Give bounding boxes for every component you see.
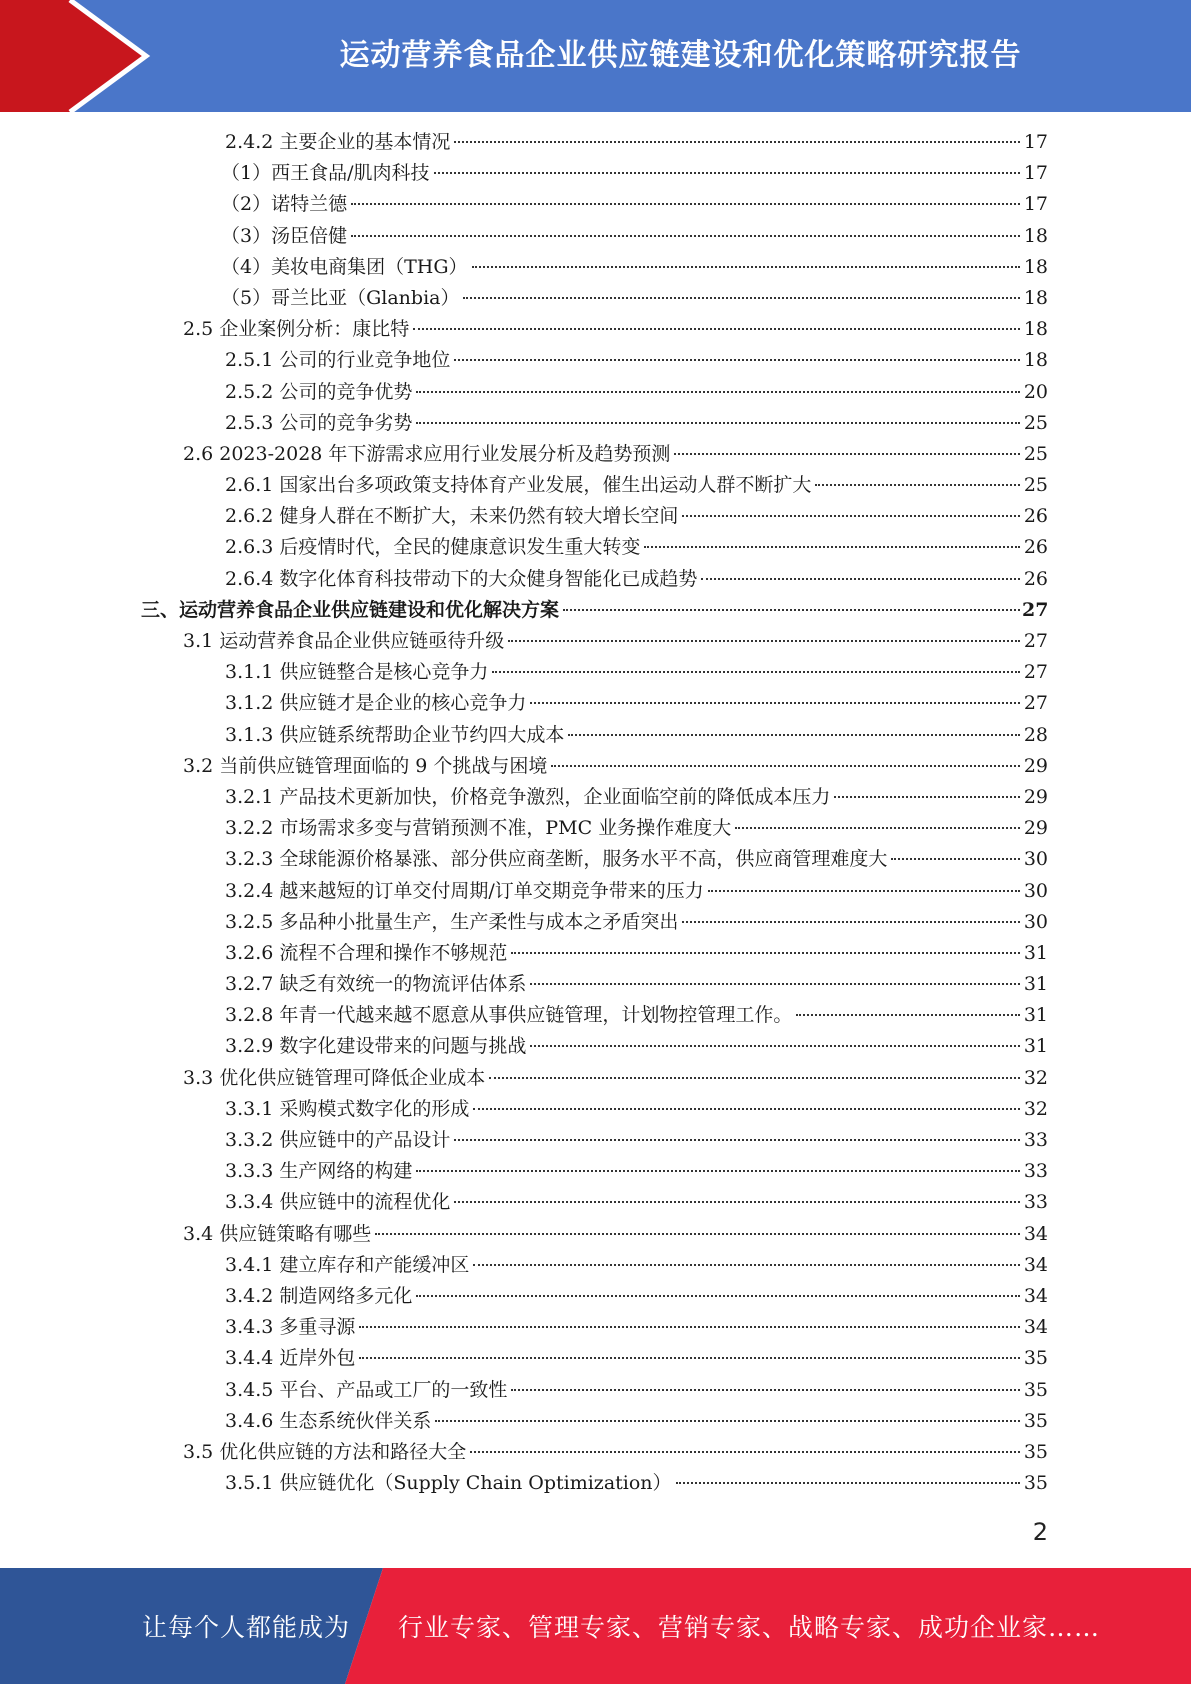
toc-entry[interactable] <box>0 1125 1191 1156</box>
toc-entry-page: 26 <box>1023 567 1048 590</box>
toc-entry[interactable] <box>0 532 1191 563</box>
toc-dot-leader <box>530 1043 1020 1047</box>
toc-entry[interactable] <box>0 1312 1191 1343</box>
toc-entry-title: 3.1 运动营养食品企业供应链亟待升级 <box>183 630 505 652</box>
toc-entry[interactable] <box>0 751 1191 782</box>
toc-entry[interactable] <box>0 470 1191 501</box>
toc-entry-page: 35 <box>1023 1472 1048 1495</box>
toc-entry-page: 35 <box>1023 1440 1048 1463</box>
toc-entry-page: 25 <box>1023 411 1048 434</box>
toc-entry[interactable] <box>0 876 1191 907</box>
toc-entry[interactable] <box>0 252 1191 283</box>
toc-entry[interactable] <box>0 626 1191 657</box>
toc-entry-title: 3.4 供应链策略有哪些 <box>183 1222 372 1245</box>
toc-entry-page: 35 <box>1023 1409 1048 1432</box>
toc-dot-leader <box>435 1418 1020 1422</box>
toc-entry-page: 18 <box>1023 286 1048 309</box>
toc-entry[interactable] <box>0 844 1191 875</box>
toc-entry-page: 34 <box>1023 1222 1048 1245</box>
toc-dot-leader <box>796 1012 1020 1016</box>
toc-dot-leader <box>568 732 1020 736</box>
toc-entry-page: 27 <box>1023 692 1048 715</box>
toc-entry-title: 3.1.3 供应链系统帮助企业节约四大成本 <box>225 723 565 746</box>
toc-entry-title: 2.6.4 数字化体育科技带动下的大众健身智能化已成趋势 <box>225 567 698 590</box>
toc-entry-title: 3.2.7 缺乏有效统一的物流评估体系 <box>225 973 527 996</box>
toc-entry[interactable] <box>0 1156 1191 1187</box>
toc-entry-page: 31 <box>1023 941 1048 964</box>
toc-entry-title: （1）西王食品/肌肉科技 <box>221 162 430 185</box>
toc-dot-leader <box>676 1480 1020 1484</box>
toc-entry[interactable] <box>0 1063 1191 1094</box>
toc-dot-leader <box>508 638 1020 642</box>
toc-entry[interactable] <box>0 283 1191 314</box>
toc-entry-title: 3.4.3 多重寻源 <box>225 1316 356 1339</box>
toc-entry[interactable] <box>0 1219 1191 1250</box>
toc-entry-title: 3.3.1 采购模式数字化的形成 <box>225 1097 470 1120</box>
toc-entry[interactable] <box>0 813 1191 844</box>
toc-dot-leader <box>815 482 1020 486</box>
toc-entry-page: 18 <box>1023 224 1048 247</box>
toc-entry-page: 35 <box>1023 1378 1048 1401</box>
toc-dot-leader <box>511 1387 1020 1391</box>
toc-entry[interactable] <box>0 221 1191 252</box>
toc-entry-title: 2.5.1 公司的行业竞争地位 <box>225 349 451 372</box>
toc-entry[interactable] <box>0 1094 1191 1125</box>
toc-entry-page: 34 <box>1023 1284 1048 1307</box>
toc-entry[interactable] <box>0 314 1191 345</box>
toc-entry[interactable] <box>0 1250 1191 1281</box>
toc-entry-title: 3.5 优化供应链的方法和路径大全 <box>183 1440 467 1463</box>
footer-banner <box>0 1568 1191 1684</box>
toc-entry-page: 25 <box>1023 442 1048 465</box>
toc-dot-leader <box>708 888 1020 892</box>
toc-entry-title: （3）汤臣倍健 <box>221 224 348 247</box>
toc-entry-page: 28 <box>1023 723 1048 746</box>
toc-entry-page: 32 <box>1023 1066 1048 1089</box>
toc-entry[interactable] <box>0 1281 1191 1312</box>
toc-entry-page: 20 <box>1023 380 1048 403</box>
toc-entry[interactable] <box>0 158 1191 189</box>
toc-entry[interactable] <box>0 938 1191 969</box>
toc-entry-title: 3.2.4 越来越短的订单交付周期/订单交期竞争带来的压力 <box>225 879 704 902</box>
toc-dot-leader <box>351 233 1020 237</box>
toc-dot-leader <box>359 1355 1020 1359</box>
toc-dot-leader <box>551 763 1020 767</box>
toc-entry[interactable] <box>0 564 1191 595</box>
toc-entry-page: 31 <box>1023 1035 1048 1058</box>
toc-entry[interactable] <box>0 127 1191 158</box>
toc-entry-page: 30 <box>1023 848 1048 871</box>
toc-dot-leader <box>375 1231 1020 1235</box>
toc-entry[interactable] <box>0 782 1191 813</box>
toc-entry-title: 2.5.2 公司的竞争优势 <box>225 380 413 403</box>
toc-entry-page: 18 <box>1023 318 1048 341</box>
toc-entry-title: 3.2.9 数字化建设带来的问题与挑战 <box>225 1035 527 1058</box>
toc-entry-page: 17 <box>1023 162 1048 185</box>
toc-entry[interactable] <box>0 1375 1191 1406</box>
toc-entry-page: 26 <box>1023 505 1048 528</box>
toc-entry[interactable] <box>0 657 1191 688</box>
toc-dot-leader <box>351 201 1020 205</box>
toc-dot-leader <box>473 1106 1020 1110</box>
toc-entry-page: 27 <box>1023 630 1048 652</box>
toc-entry-page: 27 <box>1023 661 1048 684</box>
toc-entry-title: 3.5.1 供应链优化（Supply Chain Optimization） <box>225 1472 672 1495</box>
toc-entry[interactable] <box>0 595 1191 626</box>
toc-entry-page: 29 <box>1023 785 1048 808</box>
toc-entry-page: 25 <box>1023 474 1048 497</box>
toc-entry[interactable] <box>0 1343 1191 1374</box>
toc-entry-title: 3.2.8 年青一代越来越不愿意从事供应链管理，计划物控管理工作。 <box>225 1004 793 1027</box>
toc-entry-title: 3.4.2 制造网络多元化 <box>225 1284 413 1307</box>
toc-dot-leader <box>434 170 1021 174</box>
toc-dot-leader <box>682 919 1020 923</box>
toc-dot-leader <box>416 389 1020 393</box>
toc-entry-page: 31 <box>1023 973 1048 996</box>
toc-entry-title: 2.6.3 后疫情时代，全民的健康意识发生重大转变 <box>225 536 641 559</box>
toc-dot-leader <box>472 264 1020 268</box>
toc-entry[interactable] <box>0 1406 1191 1437</box>
toc-entry-page: 33 <box>1023 1129 1048 1151</box>
toc-dot-leader <box>454 357 1020 361</box>
toc-dot-leader <box>489 1075 1020 1079</box>
toc-entry-page: 26 <box>1023 536 1048 559</box>
toc-entry-title: 3.1.2 供应链才是企业的核心竞争力 <box>225 692 527 715</box>
toc-entry-page: 35 <box>1023 1347 1048 1370</box>
toc-entry-title: （5）哥兰比亚（Glanbia） <box>221 286 460 309</box>
toc-dot-leader <box>473 1262 1020 1266</box>
toc-entry-title: 3.2.1 产品技术更新加快，价格竞争激烈，企业面临空前的降低成本压力 <box>225 785 831 808</box>
toc-dot-leader <box>454 139 1020 143</box>
toc-dot-leader <box>463 295 1020 299</box>
toc-dot-leader <box>416 1168 1020 1172</box>
toc-entry-page: 17 <box>1023 193 1048 216</box>
toc-entry-page: 33 <box>1023 1160 1048 1183</box>
toc-dot-leader <box>735 825 1020 829</box>
toc-entry-page: 29 <box>1023 754 1048 777</box>
table-of-contents <box>0 127 1191 1499</box>
toc-entry-title: （2）诺特兰德 <box>221 193 348 216</box>
toc-entry-page: 33 <box>1023 1191 1048 1214</box>
toc-dot-leader <box>511 950 1020 954</box>
toc-entry-title: 2.6 2023-2028 年下游需求应用行业发展分析及趋势预测 <box>183 442 671 465</box>
toc-entry-title: 3.4.1 建立库存和产能缓冲区 <box>225 1253 470 1276</box>
toc-entry-page: 30 <box>1023 910 1048 933</box>
toc-entry-page: 30 <box>1023 879 1048 902</box>
toc-dot-leader <box>530 981 1020 985</box>
toc-dot-leader <box>891 856 1020 860</box>
toc-dot-leader <box>416 1293 1020 1297</box>
toc-entry[interactable] <box>0 1000 1191 1031</box>
toc-entry-title: 3.1.1 供应链整合是核心竞争力 <box>225 661 489 684</box>
toc-entry-title: （4）美妆电商集团（THG） <box>221 255 468 278</box>
toc-entry-title: 3.4.6 生态系统伙伴关系 <box>225 1409 432 1432</box>
toc-dot-leader <box>359 1324 1020 1328</box>
toc-entry[interactable] <box>0 345 1191 376</box>
toc-entry-title: 3.3 优化供应链管理可降低企业成本 <box>183 1066 486 1089</box>
toc-dot-leader <box>530 700 1020 704</box>
toc-entry-title: 2.4.2 主要企业的基本情况 <box>225 131 451 153</box>
toc-dot-leader <box>492 669 1020 673</box>
toc-entry[interactable] <box>0 408 1191 439</box>
toc-entry[interactable] <box>0 439 1191 470</box>
toc-dot-leader <box>413 326 1020 330</box>
toc-entry-title: 3.4.4 近岸外包 <box>225 1347 356 1370</box>
toc-entry[interactable] <box>0 501 1191 532</box>
toc-dot-leader <box>834 794 1020 798</box>
toc-entry-title: 3.3.4 供应链中的流程优化 <box>225 1191 451 1214</box>
toc-entry-title: 2.6.1 国家出台多项政策支持体育产业发展，催生出运动人群不断扩大 <box>225 474 812 497</box>
toc-entry-title: 3.3.2 供应链中的产品设计 <box>225 1129 451 1151</box>
toc-entry[interactable] <box>0 969 1191 1000</box>
page-number: 2 <box>1032 1518 1048 1546</box>
footer-slogan-left: 让每个人都能成为 <box>142 1613 351 1642</box>
report-header-banner <box>0 0 1191 112</box>
toc-dot-leader <box>644 544 1020 548</box>
toc-entry-title: 3.2.5 多品种小批量生产，生产柔性与成本之矛盾突出 <box>225 910 679 933</box>
toc-dot-leader <box>416 420 1020 424</box>
toc-entry-page: 31 <box>1023 1004 1048 1027</box>
toc-entry-title: 2.5 企业案例分析：康比特 <box>183 318 410 341</box>
toc-entry-page: 27 <box>1022 598 1049 621</box>
footer-slogan-right: 行业专家、管理专家、营销专家、战略专家、成功企业家…… <box>398 1613 1101 1642</box>
toc-entry-title: 3.2 当前供应链管理面临的 9 个挑战与困境 <box>183 754 548 777</box>
toc-dot-leader <box>470 1449 1020 1453</box>
toc-entry[interactable] <box>0 1437 1191 1468</box>
toc-entry[interactable] <box>0 720 1191 751</box>
toc-entry[interactable] <box>0 1187 1191 1218</box>
toc-entry[interactable] <box>0 189 1191 220</box>
toc-entry-title: 2.6.2 健身人群在不断扩大，未来仍然有较大增长空间 <box>225 505 679 528</box>
toc-entry-page: 29 <box>1023 817 1048 840</box>
toc-entry-page: 18 <box>1023 349 1048 372</box>
toc-dot-leader <box>563 607 1020 611</box>
toc-entry-title: 三、运动营养食品企业供应链建设和优化解决方案 <box>141 598 560 621</box>
toc-dot-leader <box>454 1199 1020 1203</box>
toc-entry-title: 3.2.6 流程不合理和操作不够规范 <box>225 941 508 964</box>
toc-dot-leader <box>454 1137 1020 1141</box>
report-title: 运动营养食品企业供应链建设和优化策略研究报告 <box>339 38 1022 73</box>
toc-entry-title: 2.5.3 公司的竞争劣势 <box>225 411 413 434</box>
toc-entry-page: 17 <box>1023 131 1048 153</box>
toc-entry[interactable] <box>0 377 1191 408</box>
toc-entry-title: 3.4.5 平台、产品或工厂的一致性 <box>225 1378 508 1401</box>
toc-entry-page: 32 <box>1023 1097 1048 1120</box>
toc-entry-page: 18 <box>1023 255 1048 278</box>
toc-entry-title: 3.3.3 生产网络的构建 <box>225 1160 413 1183</box>
toc-entry[interactable] <box>0 688 1191 719</box>
toc-dot-leader <box>674 451 1020 455</box>
toc-entry-title: 3.2.3 全球能源价格暴涨、部分供应商垄断，服务水平不高，供应商管理难度大 <box>225 848 888 871</box>
toc-entry-title: 3.2.2 市场需求多变与营销预测不准，PMC 业务操作难度大 <box>225 817 732 840</box>
toc-dot-leader <box>701 576 1020 580</box>
toc-entry[interactable] <box>0 907 1191 938</box>
toc-entry[interactable] <box>0 1031 1191 1062</box>
toc-entry-page: 34 <box>1023 1253 1048 1276</box>
toc-entry-page: 34 <box>1023 1316 1048 1339</box>
toc-dot-leader <box>682 513 1020 517</box>
toc-entry[interactable] <box>0 1468 1191 1499</box>
